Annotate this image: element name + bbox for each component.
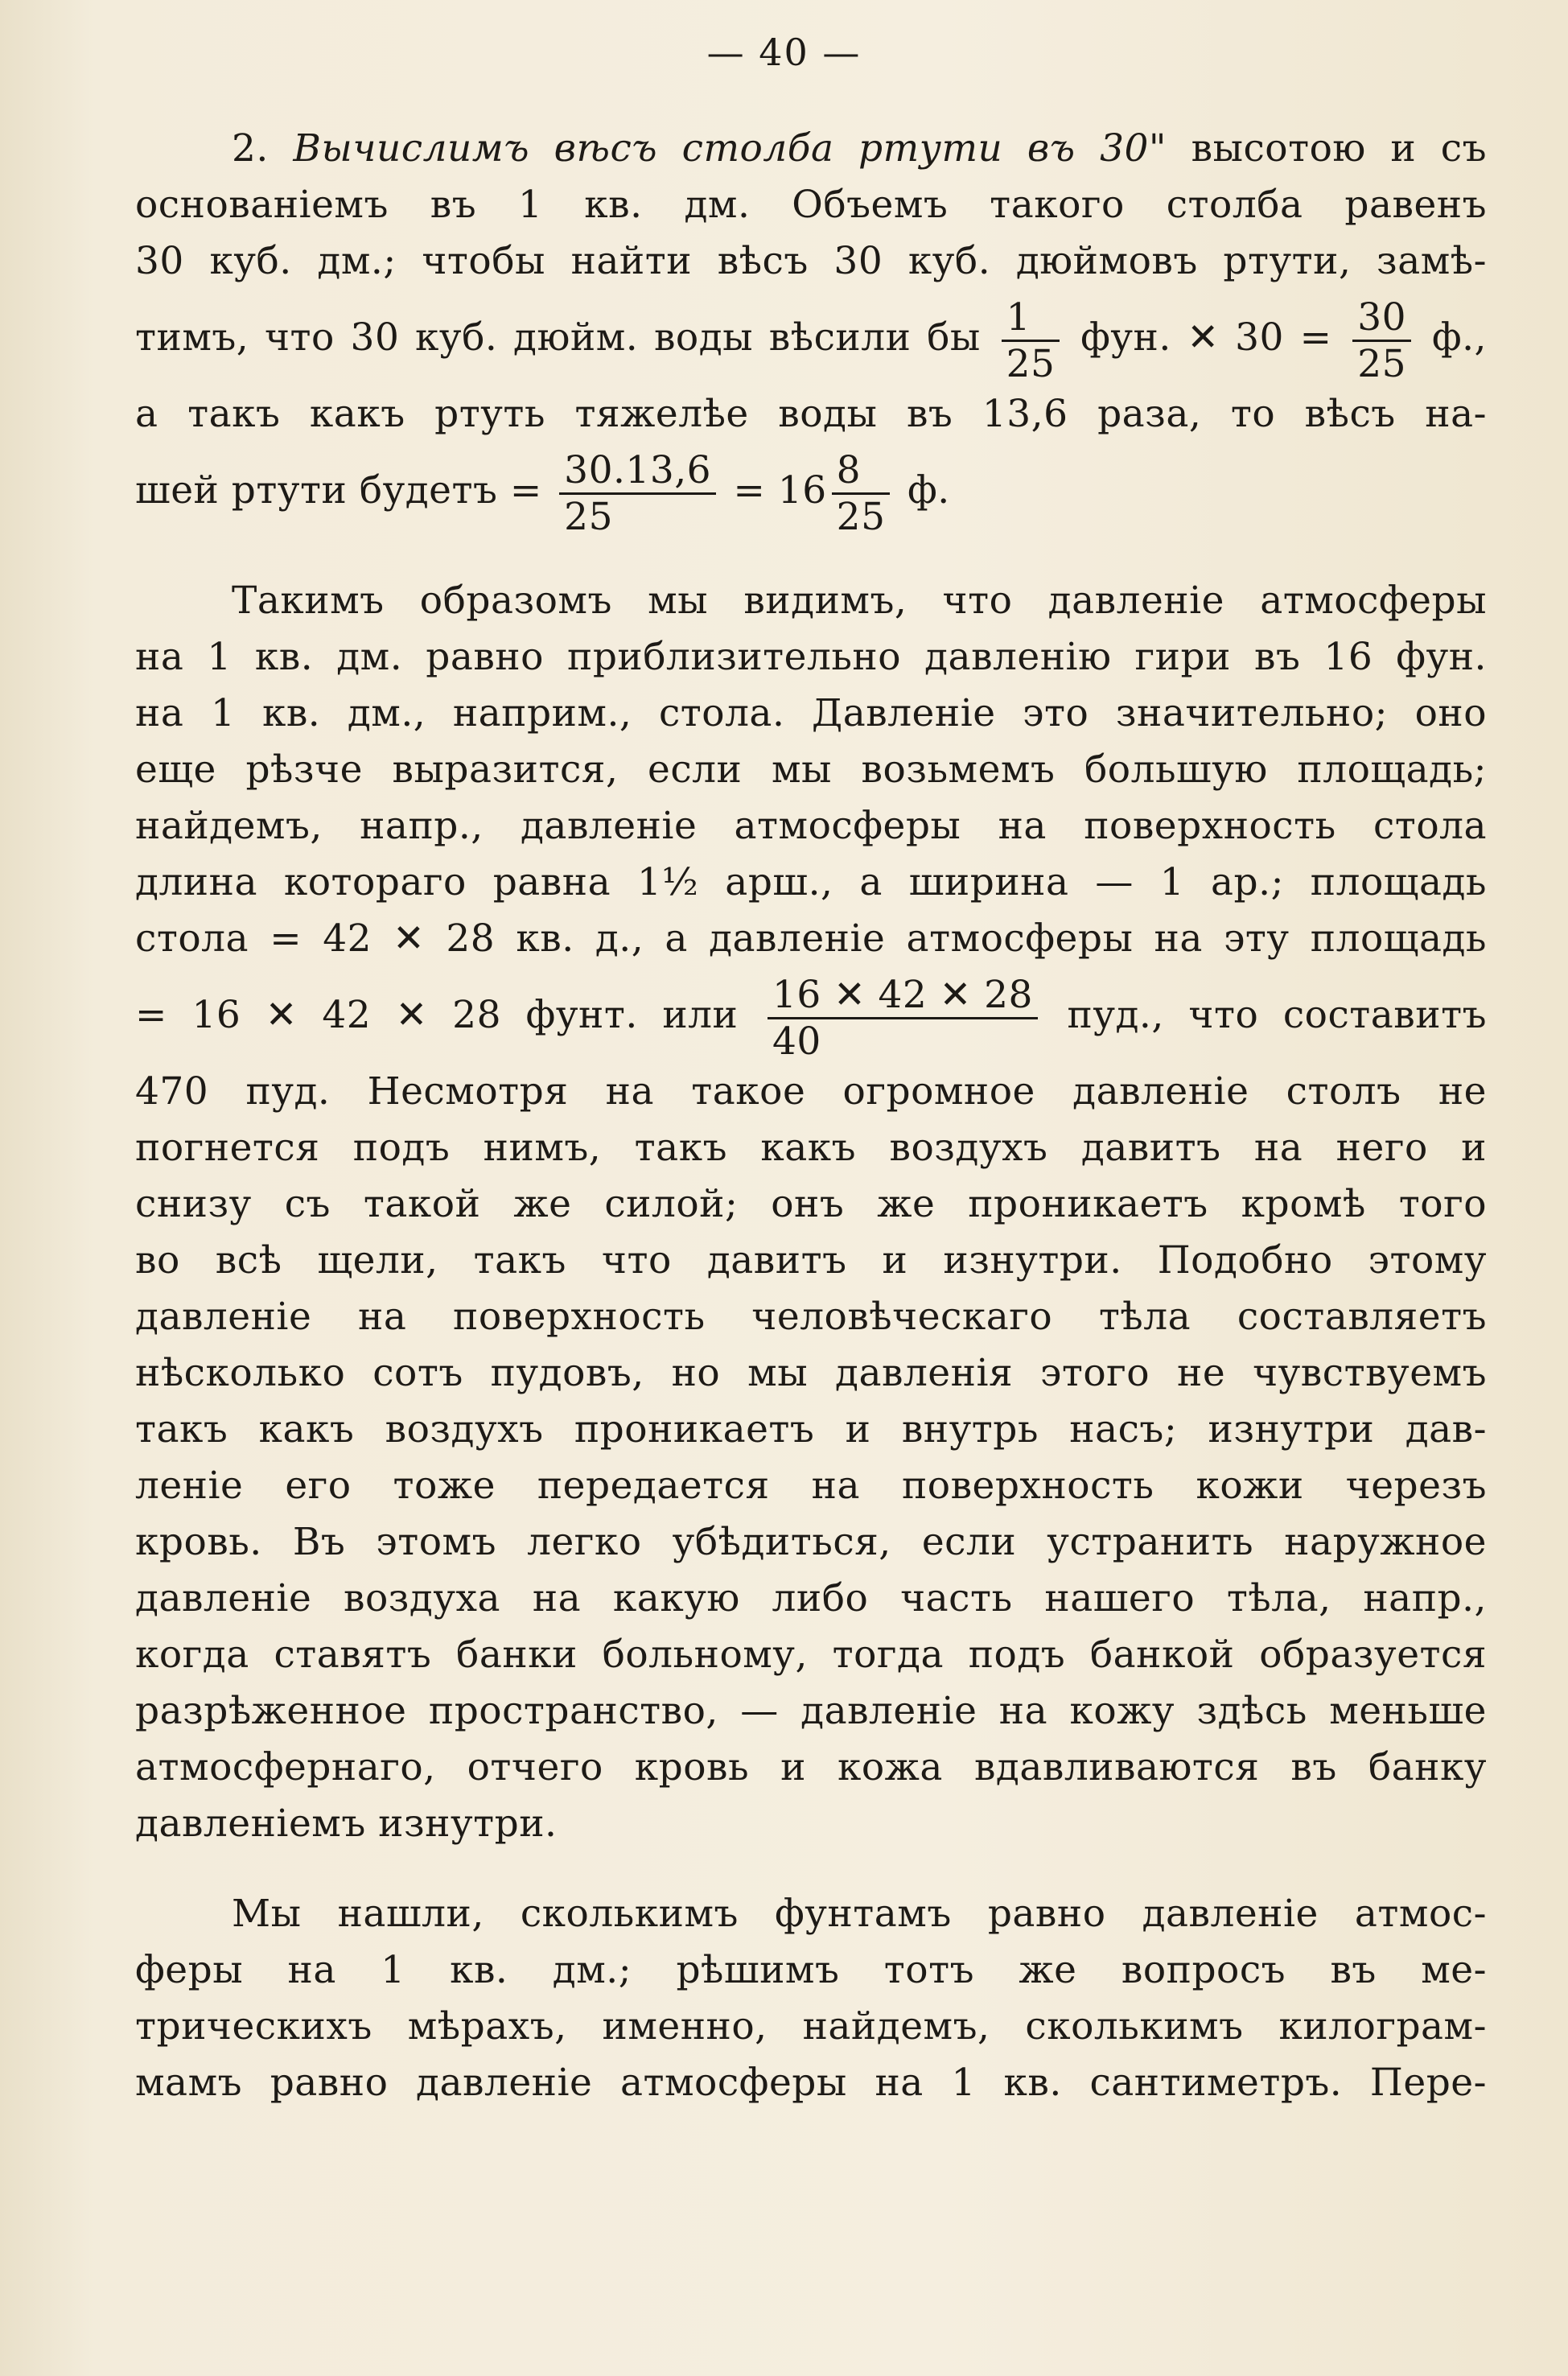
text-line: Такимъ образомъ мы видимъ, что давленіе атмосферы (232, 579, 1487, 623)
paragraph-1 (135, 121, 1487, 539)
text-line (135, 121, 1487, 177)
fraction (1002, 294, 1060, 386)
paragraph-2 (135, 573, 1487, 1852)
text-line: нѣсколько сотъ пудовъ, но мы давленія этого не чувствуемъ (135, 1351, 1487, 1395)
text-line: Мы нашли, сколькимъ фунтамъ равно давленіе атмос- (232, 1892, 1487, 1936)
page-body (135, 121, 1487, 2111)
paragraph-gap (135, 1852, 1487, 1886)
text-span: = 16 (733, 468, 827, 513)
fraction-numerator: 8 (832, 451, 891, 495)
fraction (832, 447, 891, 539)
text-line: атмосфернаго, отчего кровь и кожа вдавливаются въ банку (135, 1745, 1487, 1789)
formula-line (135, 290, 1487, 386)
fraction-numerator: 16 ✕ 42 ✕ 28 (768, 976, 1038, 1019)
text-line: во всѣ щели, такъ что давитъ и изнутри. Подобно этому (135, 1238, 1487, 1283)
paragraph-3 (135, 1886, 1487, 2111)
text-line: когда ставятъ банки больному, тогда подъ банкой образуется (135, 1633, 1487, 1677)
text-line: разрѣженное пространство, — давленіе на кожу здѣсь меньше (135, 1689, 1487, 1733)
text-span: ф., (1431, 315, 1487, 360)
fraction-denominator: 25 (1357, 341, 1407, 386)
text-line: леніе его тоже передается на поверхность кожи черезъ (135, 1464, 1487, 1508)
item-number: 2. (232, 126, 269, 171)
text-span: = 16 ✕ 42 ✕ 28 фунт. или (135, 993, 739, 1037)
text-line: длина котораго равна 1½ арш., а ширина — 1 ар.; площадь (135, 860, 1487, 904)
text-span: фун. ✕ 30 = (1080, 315, 1332, 360)
text-span: высотою и съ (1191, 126, 1487, 171)
text-span: шей ртути будетъ = (135, 468, 542, 513)
text-line: такъ какъ воздухъ проникаетъ и внутрь насъ; изнутри дав- (135, 1407, 1487, 1452)
fraction-denominator: 40 (772, 1019, 821, 1064)
text-line: а такъ какъ ртуть тяжелѣе воды въ 13,6 раза, то вѣсъ на- (135, 392, 1487, 436)
text-span: ф. (907, 468, 950, 513)
text-span: пуд., что составитъ (1067, 993, 1487, 1037)
text-line: давленіе воздуха на какую либо часть нашего тѣла, напр., (135, 1576, 1487, 1620)
text-line: на 1 кв. дм. равно приблизительно давленію гири въ 16 фун. (135, 635, 1487, 679)
text-line: 30 куб. дм.; чтобы найти вѣсъ 30 куб. дюймовъ ртути, замѣ- (135, 239, 1487, 283)
formula-line (135, 967, 1487, 1064)
text-line: давленіе на поверхность человѣческаго тѣла составляетъ (135, 1295, 1487, 1339)
text-line: снизу съ такой же силой; онъ же проникаетъ кромѣ того (135, 1182, 1487, 1226)
page-number: — 40 — (706, 31, 862, 74)
text-line: найдемъ, напр., давленіе атмосферы на поверхность стола (135, 804, 1487, 848)
text-line: основаніемъ въ 1 кв. дм. Объемъ такого столба равенъ (135, 183, 1487, 227)
text-line: стола = 42 ✕ 28 кв. д., а давленіе атмосферы на эту площадь (135, 916, 1487, 961)
fraction-numerator: 30 (1352, 299, 1411, 342)
text-line: на 1 кв. дм., наприм., стола. Давленіе это значительно; оно (135, 691, 1487, 735)
fraction-denominator: 25 (836, 494, 886, 539)
fraction-denominator: 25 (1006, 341, 1056, 386)
fraction (559, 447, 716, 539)
fraction (1352, 294, 1411, 386)
fraction-numerator: 30.13,6 (559, 451, 716, 495)
fraction-denominator: 25 (564, 494, 613, 539)
text-line: феры на 1 кв. дм.; рѣшимъ тотъ же вопросъ въ ме- (135, 1948, 1487, 1992)
fraction (768, 972, 1038, 1064)
text-line: погнется подъ нимъ, такъ какъ воздухъ давитъ на него и (135, 1126, 1487, 1170)
text-line: еще рѣзче выразится, если мы возьмемъ большую площадь; (135, 747, 1487, 792)
text-line: 470 пуд. Несмотря на такое огромное давленіе столъ не (135, 1069, 1487, 1114)
paragraph-gap (135, 539, 1487, 573)
text-span: тимъ, что 30 куб. дюйм. воды вѣсили бы (135, 315, 981, 360)
text-line: давленіемъ изнутри. (135, 1802, 558, 1846)
text-line: мамъ равно давленіе атмосферы на 1 кв. сантиметръ. Пере- (135, 2061, 1487, 2105)
italic-heading: Вычислимъ вѣсъ столба ртути въ 30" (293, 126, 1167, 171)
fraction-numerator: 1 (1002, 299, 1060, 342)
text-line: трическихъ мѣрахъ, именно, найдемъ, сколькимъ килограм- (135, 2004, 1487, 2049)
text-line: кровь. Въ этомъ легко убѣдиться, если устранить наружное (135, 1520, 1487, 1564)
formula-line (135, 443, 1487, 539)
